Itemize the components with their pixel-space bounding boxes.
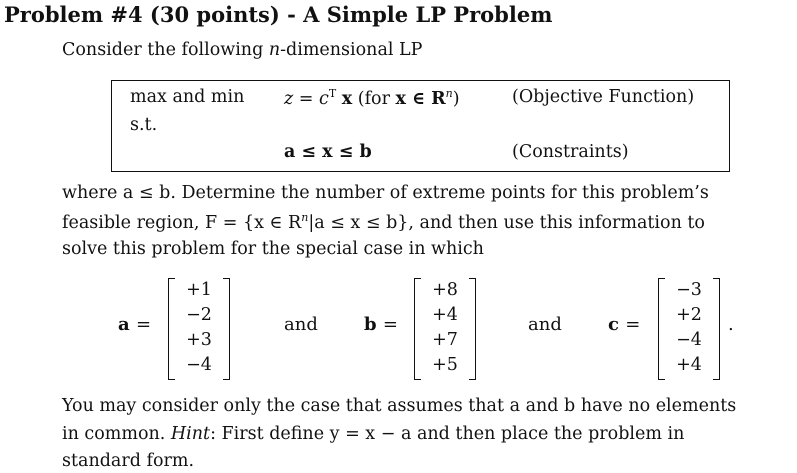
objective-n-sup: n [445, 87, 453, 100]
vector-b-entry: +5 [432, 355, 458, 375]
vector-c-matrix [658, 278, 720, 378]
vector-c-entry: −4 [676, 330, 702, 350]
paragraph1-line2a: feasible region, F = {x ∈ R [62, 212, 302, 233]
vector-a-entry: −2 [186, 305, 212, 325]
paragraph2-line3: standard form. [62, 451, 195, 471]
vector-b-matrix [414, 278, 476, 378]
vector-b-entry: +7 [432, 330, 458, 350]
vector-b-entry: +4 [432, 305, 458, 325]
paragraph2-pre: in common. [62, 424, 171, 444]
subject-to: s.t. [130, 115, 158, 135]
vector-c-entry: +4 [676, 355, 702, 375]
vector-b-label: b = [364, 314, 398, 335]
paragraph2-line2 [62, 424, 684, 444]
problem-title: Problem #4 (30 points) - A Simple LP Problem [4, 2, 553, 27]
objective-close: ) [452, 88, 460, 109]
vector-c-entry: −3 [676, 280, 702, 300]
vector-c-label: c = [608, 314, 641, 335]
paragraph2-post: : First define y = x − a and then place the problem in [210, 424, 685, 444]
vector-a-entry: +3 [186, 330, 212, 350]
objective-for: (for [357, 88, 390, 109]
intro-line [62, 40, 422, 60]
objective-in: x ∈ R [395, 88, 446, 109]
objective-expression [284, 87, 460, 109]
vector-a-entry: +1 [186, 280, 212, 300]
vector-definitions [0, 278, 797, 378]
feasible-n-sup: n [301, 211, 309, 224]
vector-b-entry: +8 [432, 280, 458, 300]
objective-prefix: max and min [130, 87, 245, 107]
vector-a-matrix [168, 278, 230, 378]
constraint-expression: a ≤ x ≤ b [284, 142, 372, 162]
objective-label: (Objective Function) [512, 87, 695, 107]
paragraph1-line3: solve this problem for the special case in which [62, 239, 484, 259]
trailing-period: . [728, 314, 734, 335]
objective-x: x [341, 88, 353, 109]
and-2: and [528, 314, 562, 335]
intro-post: -dimensional LP [280, 40, 423, 60]
and-1: and [284, 314, 318, 335]
paragraph1-line2b: |a ≤ x ≤ b}, and then use this information to [308, 212, 705, 233]
hint-label: Hint [170, 424, 211, 444]
objective-z: z = c [284, 88, 329, 109]
constraint-label: (Constraints) [512, 142, 629, 162]
paragraph1-line1: where a ≤ b. Determine the number of extreme points for this problem’s [62, 183, 709, 203]
intro-n: n [268, 40, 281, 60]
intro-pre: Consider the following [62, 40, 269, 60]
vector-c-entry: +2 [676, 305, 702, 325]
vector-a-label: a = [118, 314, 152, 335]
vector-a-entry: −4 [186, 355, 212, 375]
paragraph2-line1: You may consider only the case that assumes that a and b have no elements [62, 396, 737, 416]
paragraph1-line2 [62, 211, 705, 233]
transpose-sup: T [328, 87, 337, 100]
